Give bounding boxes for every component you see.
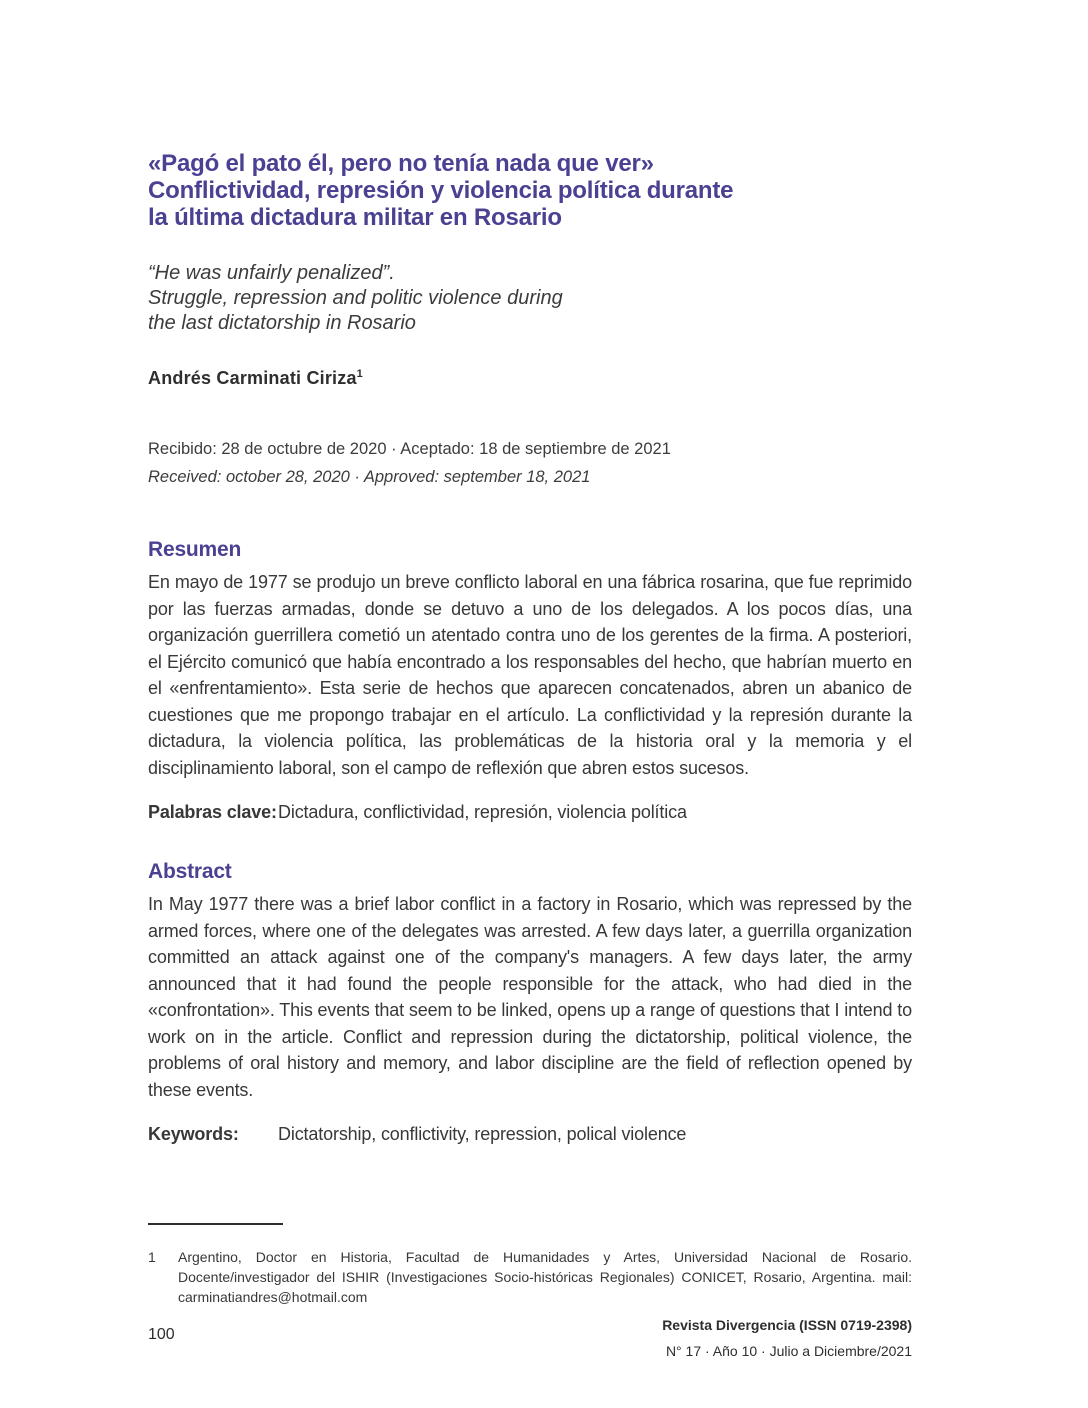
author-footnote-marker: 1: [356, 368, 363, 380]
submission-dates: [148, 435, 912, 491]
footnote-divider: [148, 1223, 283, 1225]
journal-info: [662, 1312, 912, 1364]
author-name-text: Andrés Carminati Ciriza: [148, 368, 357, 388]
resumen-body: En mayo de 1977 se produjo un breve conflicto laboral en una fábrica rosarina, que fue reprimido por las fuerzas armadas, donde se detuvo a uno de los delegados. A los pocos días, una organización guerrillera cometió un atentado contra uno de los gerentes de la firma. A posteriori, el Ejército comunicó que había encontrado a los responsables del hecho, que habrían muerto en el «enfrentamiento». Esta serie de hechos que aparecen concatenados, abren un abanico de cuestiones que me propongo trabajar en el artículo. La conflictividad y la represión durante la dictadura, la violencia política, las problemáticas de la historia oral y la memoria y el disciplinamiento laboral, son el campo de reflexión que abren estos sucesos.: [148, 572, 912, 778]
abstract-body: In May 1977 there was a brief labor conflict in a factory in Rosario, which was repressed by the armed forces, where one of the delegates was arrested. A few days later, a guerrilla organization committed an attack against one of the company's managers. A few days later, the army announced that it had found the people responsible for the attack, who had died in the «confrontation». This events that seem to be linked, opens up a range of questions that I intend to work on in the article. Conflict and repression during the dictatorship, political violence, the problems of oral history and memory, and labor discipline are the field of reflection opened by these events.: [148, 894, 912, 1100]
palabras-clave-value: Dictadura, conflictividad, represión, violencia política: [278, 802, 687, 822]
author-name: [148, 368, 912, 389]
article-subtitle-line-1: “He was unfairly penalized”.: [148, 262, 395, 284]
article-title-line-3: la última dictadura militar en Rosario: [148, 204, 562, 231]
palabras-clave-label: Palabras clave:: [148, 802, 277, 822]
page-content: [148, 0, 912, 1307]
article-title-line-2: Conflictividad, represión y violencia política durante: [148, 177, 734, 204]
palabras-clave-row: [148, 801, 912, 823]
footnote-number: 1: [148, 1249, 156, 1265]
journal-title: Revista Divergencia (ISSN 0719-2398): [662, 1317, 912, 1333]
journal-issue: N° 17 · Año 10 · Julio a Diciembre/2021: [665, 1343, 912, 1359]
article-title-es: [148, 150, 912, 231]
resumen-heading: Resumen: [148, 538, 242, 561]
keywords-row: [148, 1123, 912, 1145]
keywords-value: Dictatorship, conflictivity, repression, polical violence: [278, 1124, 687, 1144]
resumen-section: [148, 537, 912, 823]
article-title-line-1: «Pagó el pato él, pero no tenía nada que ver»: [148, 150, 654, 177]
footnote-text: Argentino, Doctor en Historia, Facultad de Humanidades y Artes, Universidad Nacional de Rosario. Docente/investigador del ISHIR (Investigaciones Socio-históricas Regionales) CONICET, Rosario, Argentina. mail: carminatiandres@hotmail.com: [178, 1249, 912, 1305]
abstract-section: [148, 859, 912, 1145]
article-subtitle-line-2: Struggle, repression and politic violence during: [148, 287, 563, 309]
page-footer: [148, 1312, 912, 1364]
keywords-label: Keywords:: [148, 1124, 239, 1144]
article-title-en: [148, 261, 912, 336]
dates-spanish: Recibido: 28 de octubre de 2020 · Aceptado: 18 de septiembre de 2021: [148, 440, 671, 458]
dates-english: Received: october 28, 2020 · Approved: september 18, 2021: [148, 468, 591, 486]
abstract-heading: Abstract: [148, 860, 232, 883]
article-subtitle-line-3: the last dictatorship in Rosario: [148, 312, 416, 334]
page-number: 100: [148, 1326, 175, 1343]
footnote: [148, 1247, 912, 1307]
